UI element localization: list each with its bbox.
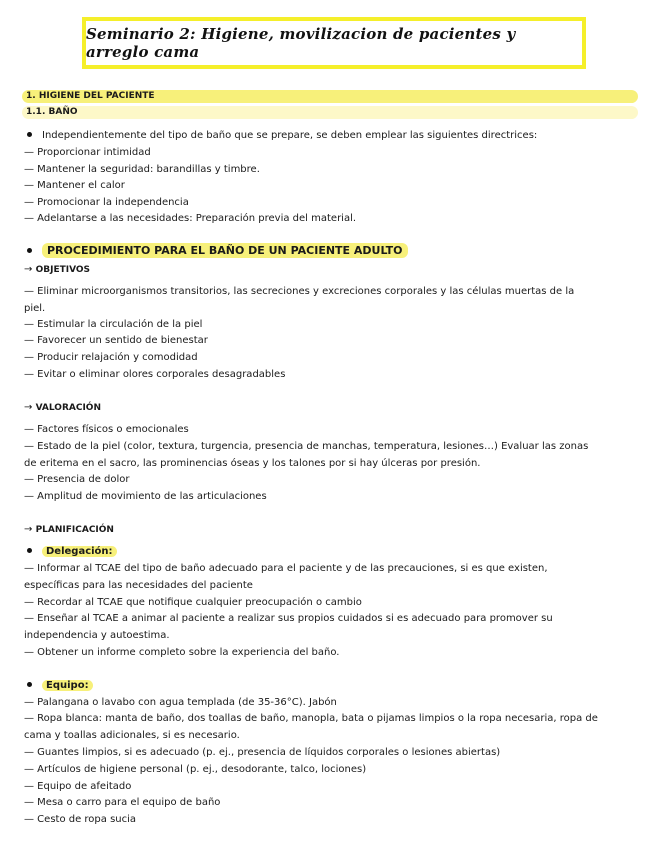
list-item: — Mantener la seguridad: barandillas y timbre.	[24, 164, 260, 175]
planificacion-heading-label: PLANIFICACIÓN	[35, 525, 114, 535]
list-item: — Estimular la circulación de la piel	[24, 319, 203, 330]
list-item: — Estado de la piel (color, textura, turgencia, presencia de manchas, temperatura, lesiones…) Evaluar las zonas	[24, 441, 589, 452]
objetivos-heading-label: OBJETIVOS	[35, 265, 91, 275]
list-item: — Producir relajación y comodidad	[24, 352, 198, 363]
delegacion-heading	[24, 545, 117, 558]
valoracion-heading-label: VALORACIÓN	[35, 403, 101, 413]
objetivos-heading	[24, 263, 90, 277]
list-item: — Adelantarse a las necesidades: Preparación previa del material.	[24, 213, 357, 224]
section-heading-label: 1. HIGIENE DEL PACIENTE	[26, 91, 155, 101]
list-item: — Palangana o lavabo con agua templada (de 35-36°C). Jabón	[24, 697, 337, 708]
bullet-icon	[27, 248, 32, 253]
equipo-heading	[24, 679, 93, 692]
list-item: — Informar al TCAE del tipo de baño adecuado para el paciente y de las precauciones, si es que existen,	[24, 563, 548, 574]
bullet-icon	[27, 548, 32, 553]
document-title: Seminario 2: Higiene, movilizacion de pacientes y arreglo cama	[86, 25, 516, 61]
subsection-heading-label: 1.1. BAÑO	[26, 107, 78, 117]
title-box	[82, 17, 586, 69]
list-item: — Promocionar la independencia	[24, 197, 189, 208]
valoracion-heading	[24, 401, 101, 415]
list-item: — Cesto de ropa sucia	[24, 814, 137, 825]
arrow-icon: →	[24, 402, 33, 413]
list-item: cama y toallas adicionales, si es necesario.	[24, 730, 240, 741]
list-item: — Mantener el calor	[24, 180, 125, 191]
list-item: — Enseñar al TCAE a animar al paciente a realizar sus propios cuidados si es adecuado para promover su	[24, 613, 553, 624]
subsection-heading	[22, 106, 638, 119]
arrow-icon: →	[24, 264, 33, 275]
list-item: — Artículos de higiene personal (p. ej., desodorante, talco, lociones)	[24, 764, 367, 775]
list-item: — Mesa o carro para el equipo de baño	[24, 797, 221, 808]
procedure-heading	[24, 244, 408, 258]
list-item: — Equipo de afeitado	[24, 781, 132, 792]
arrow-icon: →	[24, 524, 33, 535]
list-item: — Amplitud de movimiento de las articulaciones	[24, 491, 267, 502]
list-item: específicas para las necesidades del paciente	[24, 580, 253, 591]
list-item: — Eliminar microorganismos transitorios, las secreciones y excreciones corporales y las células muertas de la	[24, 286, 575, 297]
list-item: independencia y autoestima.	[24, 630, 170, 641]
section-heading	[22, 90, 638, 103]
equipo-heading-label: Equipo:	[42, 680, 93, 691]
procedure-heading-label: PROCEDIMIENTO PARA EL BAÑO DE UN PACIENTE ADULTO	[42, 243, 408, 258]
list-item: — Evitar o eliminar olores corporales desagradables	[24, 369, 286, 380]
list-item: — Obtener un informe completo sobre la experiencia del baño.	[24, 647, 340, 658]
list-item: piel.	[24, 303, 46, 314]
planificacion-heading	[24, 523, 114, 537]
bullet-icon	[27, 132, 32, 137]
list-item: — Guantes limpios, si es adecuado (p. ej., presencia de líquidos corporales o lesiones abiertas)	[24, 747, 501, 758]
list-item: — Favorecer un sentido de bienestar	[24, 335, 208, 346]
list-item: — Ropa blanca: manta de baño, dos toallas de baño, manopla, bata o pijamas limpios o la ropa necesaria, ropa de	[24, 713, 598, 724]
intro-line	[24, 129, 537, 142]
list-item: — Factores físicos o emocionales	[24, 424, 189, 435]
list-item: — Recordar al TCAE que notifique cualquier preocupación o cambio	[24, 597, 362, 608]
bullet-icon	[27, 682, 32, 687]
delegacion-heading-label: Delegación:	[42, 546, 117, 557]
list-item: — Presencia de dolor	[24, 474, 130, 485]
intro-text: Independientemente del tipo de baño que se prepare, se deben emplear las siguientes directrices:	[42, 130, 538, 141]
list-item: de eritema en el sacro, las prominencias óseas y los talones por si hay úlceras por presión.	[24, 458, 481, 469]
list-item: — Proporcionar intimidad	[24, 147, 151, 158]
